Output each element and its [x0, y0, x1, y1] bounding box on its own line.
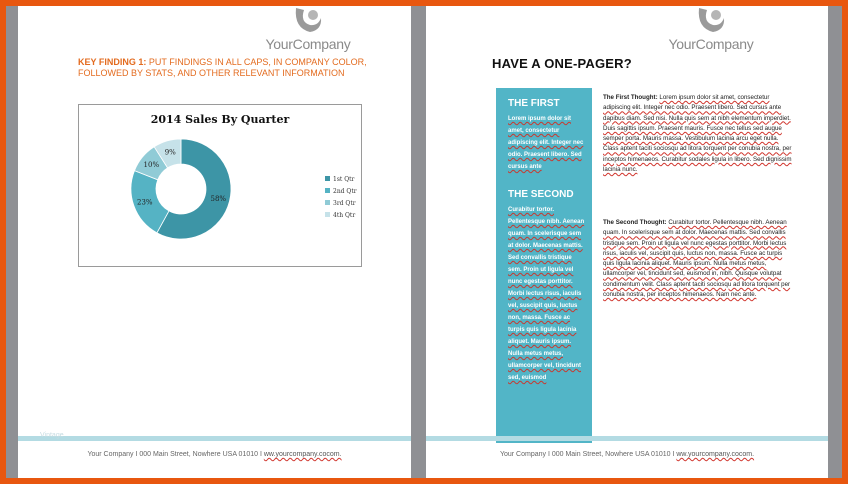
sidebar-heading-first: THE FIRST — [508, 98, 560, 109]
second-thought-text: Curabitur tortor. Pellentesque nibh. Aenean quam. In scelerisque sem at dolor. Maecenas mattis. Sed convallis tristique sem. Proin ut ligula vel nunc egestas porttitor. Morbi lectus risus, iaculis vel, suscipit quis, luctus non, massa. Fusce ac turpis quis ligula lacinia aliquet. Mauris ipsum. Nulla metus metus, ullamcorper vel, tincidunt sed, euismod in, nibh. Quisque volutpat condimentum velit. Class aptent taciti sociosqu ad litora torquent per conubia nostra, per inceptos himenaeos. Nam nec ante. — [603, 219, 791, 299]
second-thought-paragraph — [603, 218, 793, 300]
legend-swatch — [325, 200, 330, 205]
legend-swatch — [325, 212, 330, 217]
key-finding-body: PUT FINDINGS IN ALL CAPS, IN COMPANY COLOR, FOLLOWED BY STATS, AND OTHER RELEVANT INFORMATION — [78, 57, 367, 78]
footer-link[interactable]: ww.yourcompany.cocom. — [676, 451, 755, 458]
sidebar-panel — [496, 88, 592, 443]
sidebar-text-first: Lorem ipsum dolor sit amet, consectetur adipiscing elit. Integer nec odio. Praesent libero. Sed cursus ante — [508, 116, 584, 170]
donut-data-label: 9% — [164, 148, 176, 157]
legend-label: 3rd Qtr — [333, 200, 356, 207]
donut-chart-svg — [79, 105, 361, 266]
legend-swatch — [325, 188, 330, 193]
legend-swatch — [325, 176, 330, 181]
legend-label: 4th Qtr — [333, 212, 356, 219]
legend-label: 2nd Qtr — [333, 188, 357, 195]
first-thought-label: The First Thought: — [603, 94, 658, 101]
footer-address-right — [426, 451, 828, 458]
company-logo-right — [661, 6, 761, 52]
footer-band — [18, 436, 411, 441]
key-finding-label: KEY FINDING 1: — [78, 57, 147, 67]
sidebar-heading-second: THE SECOND — [508, 189, 574, 200]
logo-swirl-icon — [288, 6, 328, 36]
sales-chart[interactable] — [78, 104, 362, 267]
page-left — [18, 6, 411, 478]
page-right — [426, 6, 828, 478]
logo-text: YourCompany — [668, 36, 754, 52]
first-thought-text: Lorem ipsum dolor sit amet, consectetur adipiscing elit. Integer nec odio. Praesent libero. Sed cursus ante dapibus diam. Sed nisi. Nulla quis sem at nibh elementum imperdiet. Duis sagittis ipsum. Praesent mauris. Fusce nec tellus sed augue semper porta. Mauris massa. Vestibulum lacinia arcu eget nulla. Class aptent taciti sociosqu ad litora torquent per conubia nostra, per inceptos himenaeos. Curabitur sodales ligula in libero. Sed dignissim lacinia nunc. — [603, 94, 792, 174]
second-thought-label: The Second Thought: — [603, 219, 667, 226]
company-logo — [258, 6, 358, 52]
first-thought-paragraph — [603, 93, 793, 175]
logo-text: YourCompany — [265, 36, 351, 52]
footer-band — [426, 436, 828, 441]
footer-address-text: Your Company I 000 Main Street, Nowhere USA 01010 I — [87, 451, 262, 458]
sidebar-text-second: Curabitur tortor. Pellentesque nibh. Aenean quam. In scelerisque sem at dolor. Maecenas mattis. Sed convallis tristique sem. Proin ut ligula vel nunc egestas porttitor. Morbi lectus risus, iaculis vel, suscipit quis, luctus non, massa. Fusce ac turpis quis ligula lacinia aliquet. Mauris ipsum. Nulla metus metus, ullamcorper vel, tincidunt sed, euismod — [508, 207, 585, 381]
document-viewer[interactable] — [6, 6, 842, 478]
donut-data-label: 23% — [136, 198, 153, 207]
key-finding-text — [78, 57, 378, 79]
footer-label: Vintage — [40, 432, 64, 439]
donut-data-label: 58% — [210, 195, 227, 204]
donut-data-label: 10% — [143, 160, 160, 169]
footer-link[interactable]: ww.yourcompany.cocom. — [263, 451, 342, 458]
logo-swirl-icon — [691, 6, 731, 36]
footer-address — [18, 451, 411, 458]
footer-address-text: Your Company I 000 Main Street, Nowhere USA 01010 I — [499, 451, 675, 458]
legend-label: 1st Qtr — [333, 176, 355, 183]
chart-title: 2014 Sales By Quarter — [150, 113, 290, 126]
page-heading: HAVE A ONE-PAGER? — [492, 56, 632, 71]
